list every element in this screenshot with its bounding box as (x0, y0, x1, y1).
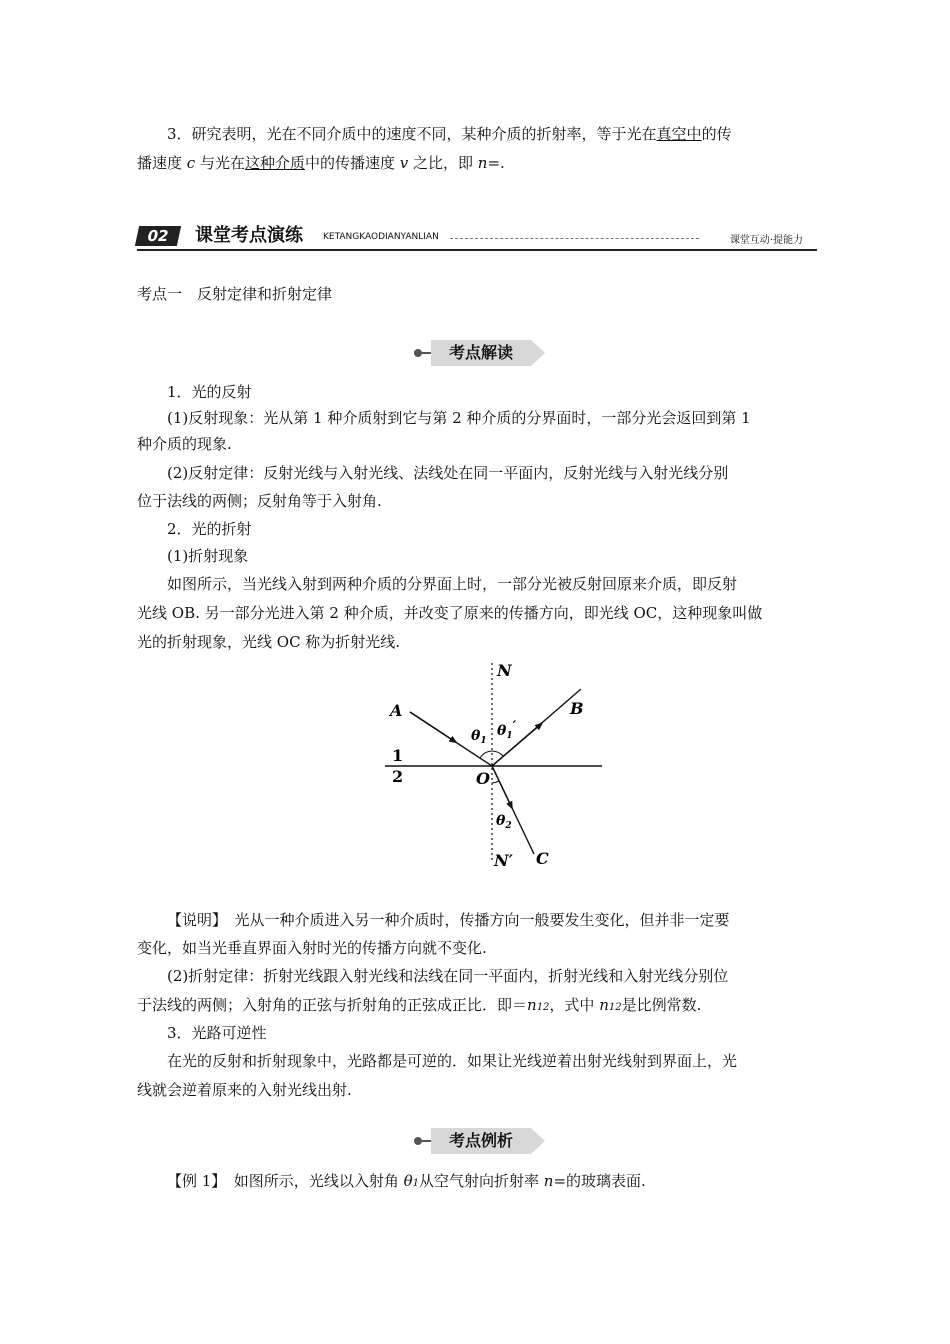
note-line: 变化，如当光垂直界面入射时光的传播方向就不变化. (137, 939, 487, 957)
incident-arrow (410, 712, 454, 741)
intro-line-1: 3．研究表明，光在不同介质中的速度不同，某种介质的折射率，等于光在真空中的传 (167, 125, 732, 143)
tag-label: 考点解读 (431, 340, 531, 366)
banner-dashed-rule (450, 238, 699, 239)
label-A: A (390, 701, 403, 720)
tag-kaodian-lixi (413, 1128, 543, 1154)
tag-label: 考点例析 (431, 1128, 531, 1154)
example-1: 【例 1】 如图所示，光线以入射角 θ1从空气射向折射率 n=的玻璃表面. (167, 1172, 646, 1190)
note-line: (2)折射定律：折射光线跟入射光线和法线在同一平面内，折射光线和入射光线分别位 (167, 967, 729, 985)
underline-medium: 这种介质 (244, 154, 305, 172)
body-line: 2．光的折射 (167, 520, 252, 538)
label-C: C (536, 849, 549, 868)
section-pinyin: KETANGKAODIANYANLIAN (323, 232, 439, 242)
tag-kaodian-jiedu (413, 340, 543, 366)
refraction-diagram (370, 655, 620, 880)
refracted-arrow (492, 766, 511, 806)
note-line: 3．光路可逆性 (167, 1024, 267, 1042)
topic-heading: 考点一 反射定律和折射定律 (137, 285, 333, 303)
section-subtitle: 课堂互动·提能力 (729, 235, 803, 246)
body-line: 位于法线的两侧；反射角等于入射角. (137, 492, 382, 510)
note-line: 【说明】 光从一种介质进入另一种介质时，传播方向一般要发生变化，但并非一定要 (167, 911, 730, 929)
label-theta2: $\theta_2$ (496, 813, 512, 831)
label-B: B (570, 699, 584, 718)
note-line: 于法线的两侧；入射角的正弦与折射角的正弦成正比．即＝n12，式中 n12是比例常数. (137, 996, 702, 1014)
intro-line-2: 播速度 c 与光在这种介质中的传播速度 v 之比，即 n=. (137, 154, 505, 172)
angle-arc-theta1 (480, 751, 492, 758)
label-medium-2: 2 (392, 767, 404, 786)
underline-vacuum: 真空中 (656, 125, 702, 143)
note-line: 线就会逆着原来的入射光线出射. (137, 1081, 352, 1099)
body-line: 1．光的反射 (167, 383, 252, 401)
label-theta1-prime: $\theta_1'$ (497, 719, 517, 741)
section-banner (137, 224, 817, 250)
body-line: 光线 OB. 另一部分光进入第 2 种介质，并改变了原来的传播方向，即光线 OC，这种现象叫做 (137, 604, 763, 622)
body-line: 光的折射现象，光线 OC 称为折射光线. (137, 633, 401, 651)
body-line: 如图所示，当光线入射到两种介质的分界面上时，一部分光被反射回原来介质，即反射 (167, 575, 738, 593)
label-medium-1: 1 (392, 746, 404, 765)
banner-rule (137, 249, 817, 251)
angle-arc-theta2 (492, 781, 499, 783)
angle-arc-theta1p (492, 751, 503, 756)
body-line: (1)反射现象：光从第 1 种介质射到它与第 2 种介质的分界面时，一部分光会返回到第 1 (167, 409, 751, 427)
body-line: (1)折射现象 (167, 547, 249, 565)
label-O: O (476, 769, 490, 788)
section-title: 课堂考点演练 (195, 225, 303, 246)
body-line: (2)反射定律：反射光线与入射光线、法线处在同一平面内，反射光线与入射光线分别 (167, 464, 729, 482)
body-line: 种介质的现象. (137, 435, 232, 453)
note-line: 在光的反射和折射现象中，光路都是可逆的．如果让光线逆着出射光线射到界面上，光 (167, 1052, 738, 1070)
label-theta1: $\theta_1$ (471, 728, 487, 746)
section-number: 02 (135, 226, 181, 246)
label-N: N (497, 661, 512, 680)
label-N-prime: N′ (494, 851, 513, 870)
